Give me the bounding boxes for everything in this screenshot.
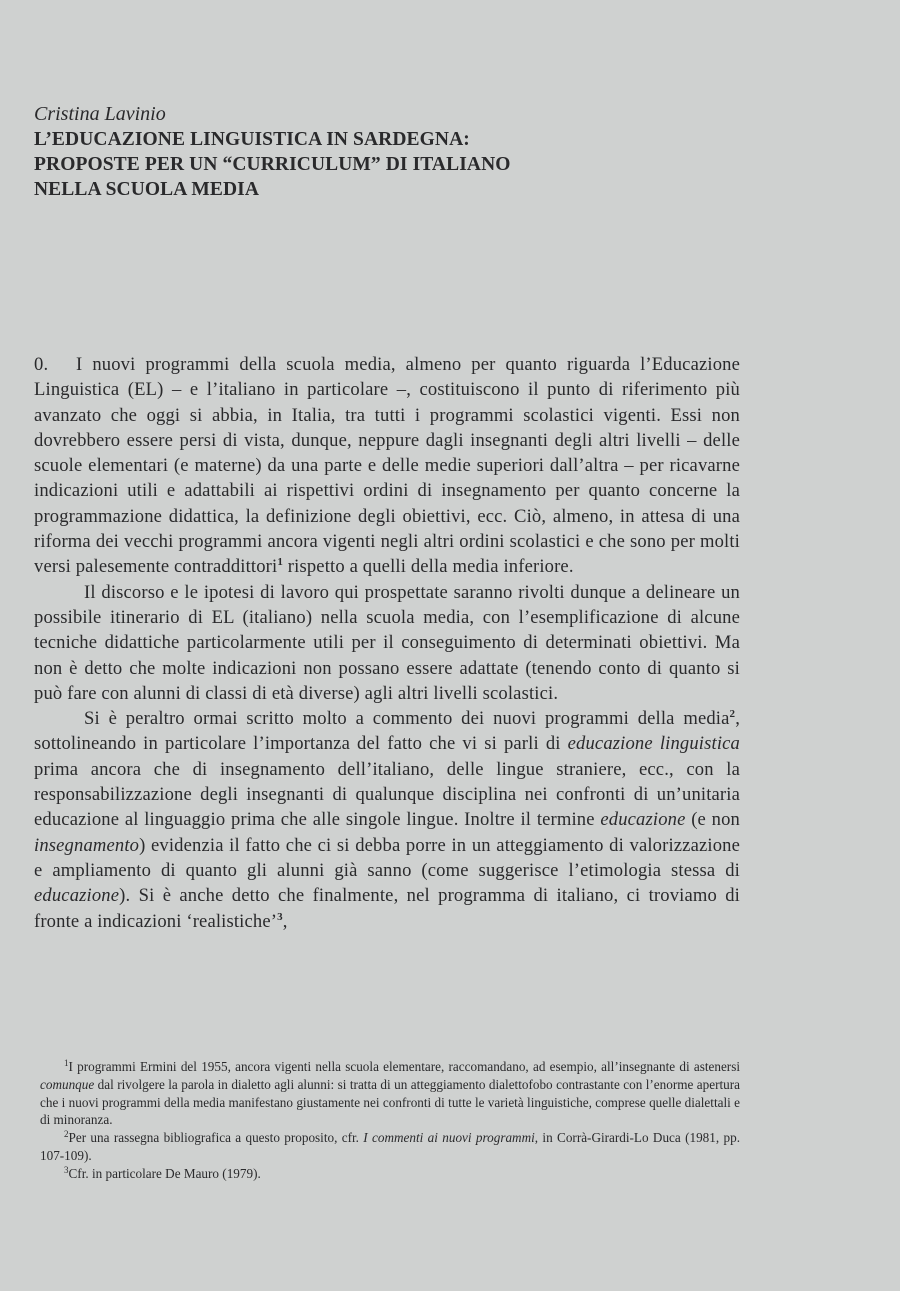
footnote-ref: 3 — [277, 910, 283, 923]
footnote-ref: 2 — [729, 708, 736, 721]
footnote-2: $^2$Per una rassegna bibliografica a questo proposito, cfr. I commenti ai nuovi programmi, in Corrà-Girardi-Lo Duca (1981, pp. 107-109). — [40, 1129, 740, 1163]
paragraph: Si è peraltro ormai scritto molto a commento dei nuovi programmi della media$^2$, sottolineando in particolare l’importanza del fatto che vi si parli di educazione linguistica prima ancora che di insegnamento dell’italiano, delle lingue straniere, ecc., con la responsabilizzazione degli insegnanti di qualunque disciplina nei confronti di un’unitaria educazione al linguaggio prima che alle singole lingue. Inoltre il termine educazione (e non insegnamento) evidenzia il fatto che ci si debba porre in un atteggiamento di valorizzazione e ampliamento di quanto gli alunni già sanno (come suggerisce l’etimologia stessa di educazione). Si è anche detto che finalmente, nel programma di italiano, ci troviamo di fronte a indicazioni ‘realistiche’$^3$, — [34, 708, 740, 932]
article-title — [34, 127, 754, 202]
article-header — [34, 102, 754, 202]
footnotes — [40, 1058, 740, 1183]
emphasis: educazione — [600, 809, 686, 831]
title-line: L’EDUCAZIONE LINGUISTICA IN SARDEGNA: — [34, 129, 470, 150]
footnote-number: 1 — [64, 1058, 69, 1068]
footnote-1: $^1$I programmi Ermini del 1955, ancora vigenti nella scuola elementare, raccomandano, ad esempio, all’insegnante di astenersi comunque dal rivolgere la parola in dialetto agli alunni: si tratta di un atteggiamento dialettofobo contrastante con l’enorme apertura che i nuovi programmi della media manifestano giustamente nei confronti di tutte le varietà linguistiche, comprese quelle dialettali e di minoranza. — [40, 1058, 740, 1128]
footnote-number: 2 — [64, 1129, 69, 1140]
author-name: Cristina Lavinio — [34, 103, 166, 125]
title-line: PROPOSTE PER UN “CURRICULUM” DI ITALIANO — [34, 154, 511, 175]
title-line: NELLA SCUOLA MEDIA — [34, 179, 260, 200]
section-number: 0. — [34, 354, 49, 375]
body-text — [34, 352, 740, 934]
emphasis: educazione — [34, 885, 120, 907]
emphasis: educazione linguistica — [567, 733, 740, 755]
footnote-ref: 1 — [277, 556, 283, 569]
paragraph: Il discorso e le ipotesi di lavoro qui prospettate saranno rivolti dunque a delineare un possibile itinerario di EL (italiano) nella scuola media, con l’esemplificazione di alcune tecniche didattiche particolarmente utili per il conseguimento di determinati obiettivi. Ma non è detto che molte indicazioni non possano essere adattate (tenendo conto di quanto si può fare con alunni di classi di età diverse) agli altri livelli scolastici. — [34, 581, 740, 704]
paragraph: 0. I nuovi programmi della scuola media, almeno per quanto riguarda l’Educazione Linguistica (EL) – e l’italiano in particolare –, costituiscono il punto di riferimento più avanzato che oggi si abbia, in Italia, tra tutti i programmi scolastici vigenti. Essi non dovrebbero essere persi di vista, dunque, neppure dagli insegnanti degli altri livelli – delle scuole elementari (e materne) da una parte e delle medie superiori dall’altra – per ricavarne indicazioni utili e adattabili ai rispettivi ordini di insegnamento per quanto concerne la programmazione didattica, la definizione degli obiettivi, ecc. Ciò, almeno, in attesa di una riforma dei vecchi programmi ancora vigenti negli altri ordini scolastici e che sono per molti versi palesemente contraddittori$^1$ rispetto a quelli della media inferiore. — [34, 354, 740, 578]
footnote-3: $^3$Cfr. in particolare De Mauro (1979). — [64, 1164, 261, 1181]
footnote-number: 3 — [64, 1164, 69, 1175]
emphasis: insegnamento — [34, 834, 140, 856]
